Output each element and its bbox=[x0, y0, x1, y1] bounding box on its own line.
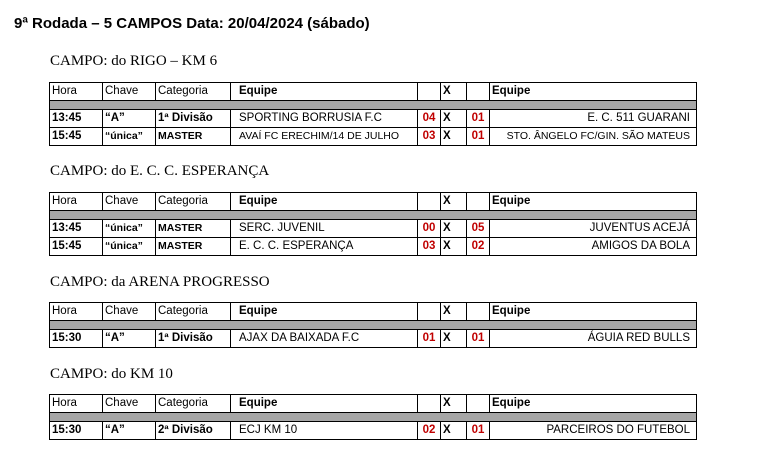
versus-cell: X bbox=[441, 110, 467, 128]
table-row bbox=[50, 330, 697, 348]
table-row bbox=[50, 128, 697, 146]
header-blank bbox=[418, 395, 441, 413]
header-equipe: Equipe bbox=[231, 193, 418, 211]
page-title: 9ª Rodada – 5 CAMPOS Data: 20/04/2024 (sábado) bbox=[14, 15, 370, 32]
hora-cell: 15:30 bbox=[50, 422, 103, 440]
campo-title: CAMPO: do E. C. C. ESPERANÇA bbox=[50, 163, 270, 179]
score-away-cell: 01 bbox=[467, 110, 490, 128]
table-row bbox=[50, 238, 697, 256]
header-categoria: Categoria bbox=[156, 193, 231, 211]
header-chave: Chave bbox=[103, 303, 156, 321]
score-home-cell: 01 bbox=[418, 330, 441, 348]
score-away-cell: 01 bbox=[467, 330, 490, 348]
header-x: X bbox=[441, 395, 467, 413]
table-header-row bbox=[50, 83, 697, 101]
chave-cell: “A” bbox=[103, 422, 156, 440]
header-chave: Chave bbox=[103, 395, 156, 413]
versus-cell: X bbox=[441, 330, 467, 348]
categoria-cell: MASTER bbox=[156, 128, 231, 146]
team-home-cell: AVAÍ FC ERECHIM/14 DE JULHO bbox=[231, 128, 418, 146]
header-categoria: Categoria bbox=[156, 395, 231, 413]
header-equipe: Equipe bbox=[231, 83, 418, 101]
header-hora: Hora bbox=[50, 303, 103, 321]
header-chave: Chave bbox=[103, 193, 156, 211]
header-blank bbox=[467, 83, 490, 101]
score-away-cell: 02 bbox=[467, 238, 490, 256]
campo-title: CAMPO: do RIGO – KM 6 bbox=[50, 53, 218, 69]
header-equipe: Equipe bbox=[490, 303, 697, 321]
header-equipe: Equipe bbox=[490, 193, 697, 211]
schedule-table bbox=[49, 394, 697, 440]
team-away-cell: E. C. 511 GUARANI bbox=[490, 110, 697, 128]
header-categoria: Categoria bbox=[156, 303, 231, 321]
separator-row bbox=[50, 211, 697, 220]
team-away-cell: PARCEIROS DO FUTEBOL bbox=[490, 422, 697, 440]
campo-title: CAMPO: da ARENA PROGRESSO bbox=[50, 274, 270, 290]
team-home-cell: E. C. C. ESPERANÇA bbox=[231, 238, 418, 256]
table-row bbox=[50, 422, 697, 440]
team-away-cell: ÁGUIA RED BULLS bbox=[490, 330, 697, 348]
categoria-cell: MASTER bbox=[156, 238, 231, 256]
score-away-cell: 05 bbox=[467, 220, 490, 238]
versus-cell: X bbox=[441, 238, 467, 256]
chave-cell: “única” bbox=[103, 220, 156, 238]
header-blank bbox=[418, 193, 441, 211]
header-hora: Hora bbox=[50, 83, 103, 101]
team-home-cell: AJAX DA BAIXADA F.C bbox=[231, 330, 418, 348]
header-x: X bbox=[441, 83, 467, 101]
team-home-cell: ECJ KM 10 bbox=[231, 422, 418, 440]
hora-cell: 15:45 bbox=[50, 238, 103, 256]
separator-row bbox=[50, 321, 697, 330]
header-hora: Hora bbox=[50, 193, 103, 211]
categoria-cell: 2ª Divisão bbox=[156, 422, 231, 440]
versus-cell: X bbox=[441, 422, 467, 440]
header-x: X bbox=[441, 193, 467, 211]
table-header-row bbox=[50, 303, 697, 321]
separator-row bbox=[50, 413, 697, 422]
score-home-cell: 03 bbox=[418, 238, 441, 256]
team-away-cell: AMIGOS DA BOLA bbox=[490, 238, 697, 256]
table-row bbox=[50, 110, 697, 128]
table-header-row bbox=[50, 193, 697, 211]
score-away-cell: 01 bbox=[467, 128, 490, 146]
versus-cell: X bbox=[441, 220, 467, 238]
campo-title: CAMPO: do KM 10 bbox=[50, 366, 173, 382]
team-home-cell: SPORTING BORRUSIA F.C bbox=[231, 110, 418, 128]
schedule-table bbox=[49, 192, 697, 256]
table-row bbox=[50, 220, 697, 238]
header-blank bbox=[467, 193, 490, 211]
hora-cell: 13:45 bbox=[50, 220, 103, 238]
header-blank bbox=[467, 395, 490, 413]
table-header-row bbox=[50, 395, 697, 413]
chave-cell: “única” bbox=[103, 238, 156, 256]
header-hora: Hora bbox=[50, 395, 103, 413]
header-blank bbox=[418, 303, 441, 321]
team-home-cell: SERC. JUVENIL bbox=[231, 220, 418, 238]
hora-cell: 13:45 bbox=[50, 110, 103, 128]
separator-row bbox=[50, 101, 697, 110]
header-chave: Chave bbox=[103, 83, 156, 101]
categoria-cell: MASTER bbox=[156, 220, 231, 238]
versus-cell: X bbox=[441, 128, 467, 146]
header-blank bbox=[418, 83, 441, 101]
header-equipe: Equipe bbox=[231, 303, 418, 321]
chave-cell: “A” bbox=[103, 110, 156, 128]
header-x: X bbox=[441, 303, 467, 321]
hora-cell: 15:30 bbox=[50, 330, 103, 348]
schedule-table bbox=[49, 82, 697, 146]
team-away-cell: STO. ÂNGELO FC/GIN. SÃO MATEUS bbox=[490, 128, 697, 146]
chave-cell: “A” bbox=[103, 330, 156, 348]
header-equipe: Equipe bbox=[231, 395, 418, 413]
header-categoria: Categoria bbox=[156, 83, 231, 101]
schedule-table bbox=[49, 302, 697, 348]
hora-cell: 15:45 bbox=[50, 128, 103, 146]
score-home-cell: 00 bbox=[418, 220, 441, 238]
score-away-cell: 01 bbox=[467, 422, 490, 440]
score-home-cell: 04 bbox=[418, 110, 441, 128]
header-blank bbox=[467, 303, 490, 321]
score-home-cell: 02 bbox=[418, 422, 441, 440]
categoria-cell: 1ª Divisão bbox=[156, 110, 231, 128]
chave-cell: “única” bbox=[103, 128, 156, 146]
categoria-cell: 1ª Divisão bbox=[156, 330, 231, 348]
header-equipe: Equipe bbox=[490, 395, 697, 413]
team-away-cell: JUVENTUS ACEJÁ bbox=[490, 220, 697, 238]
header-equipe: Equipe bbox=[490, 83, 697, 101]
score-home-cell: 03 bbox=[418, 128, 441, 146]
